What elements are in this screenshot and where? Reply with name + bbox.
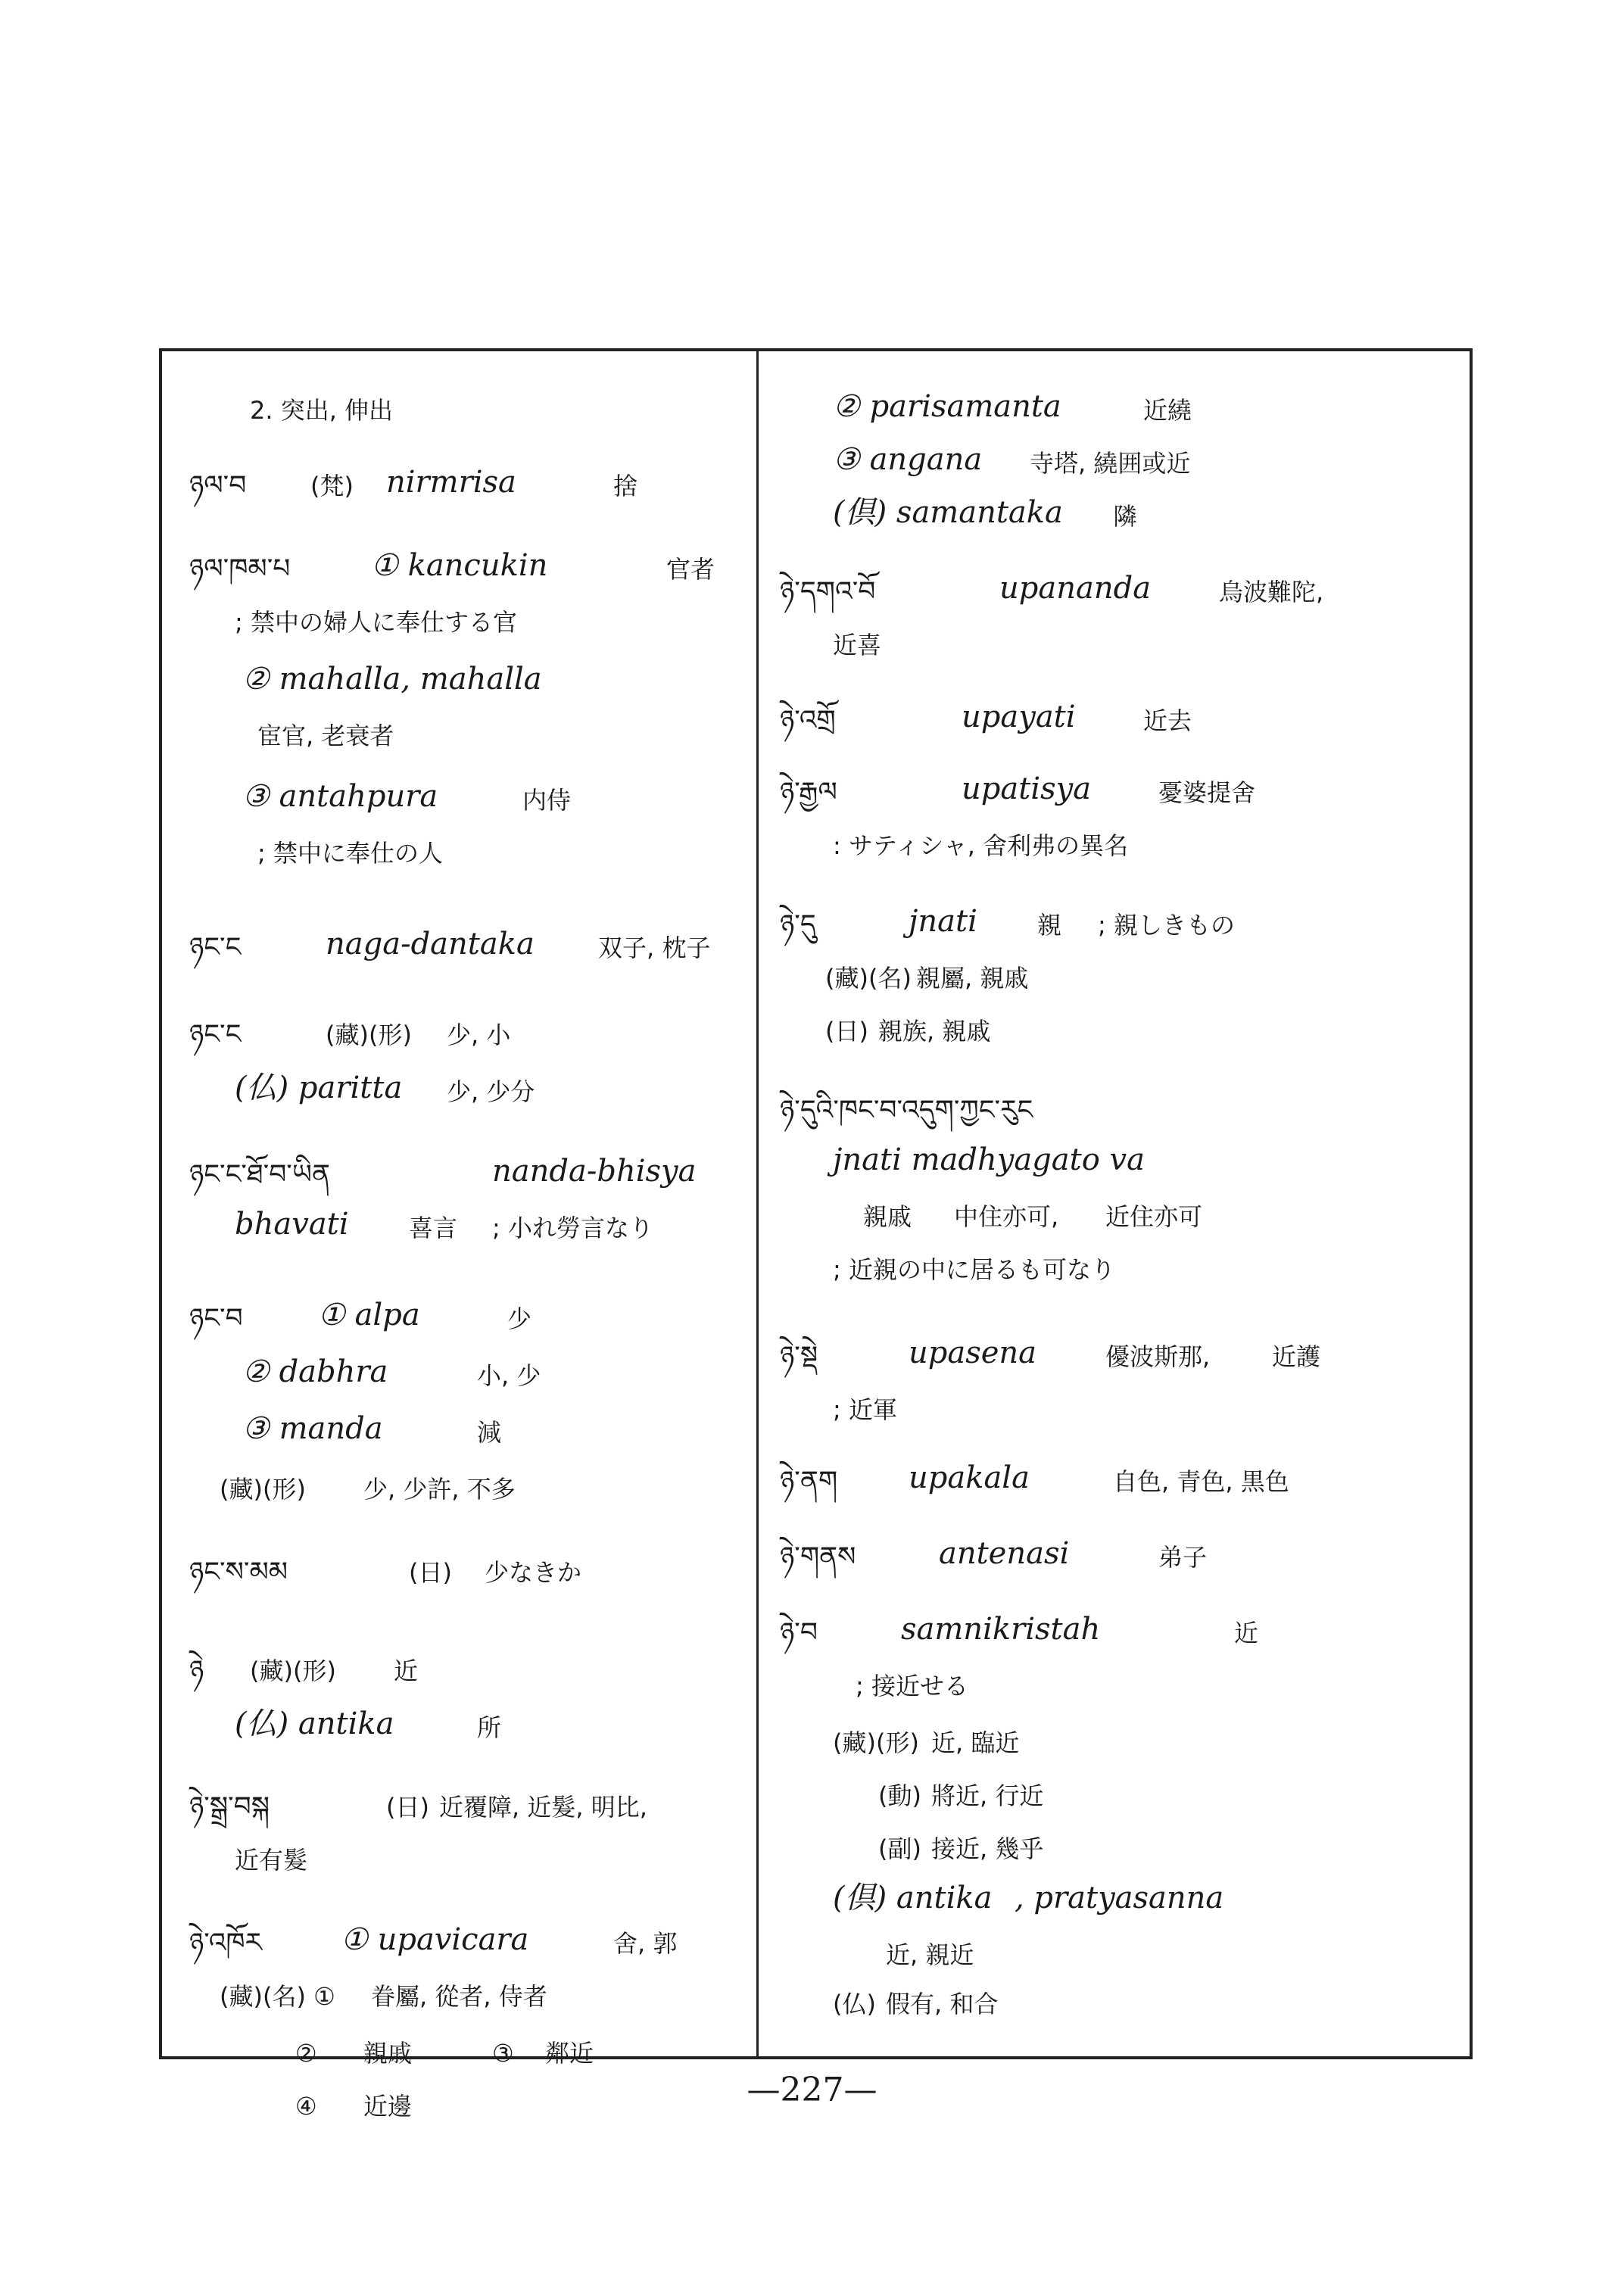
right-column-text: ཉེ་གནས — [780, 1541, 856, 1572]
right-column-text: 近 — [1234, 1619, 1259, 1647]
left-column-text: ④ — [295, 2092, 317, 2121]
right-column-text: 近繞 — [1143, 396, 1192, 425]
right-column-text: 近去 — [1143, 706, 1192, 735]
right-column-text: 近住亦可 — [1105, 1202, 1203, 1231]
left-column-text: ① upavicara — [341, 1922, 529, 1957]
left-column-text: 少なきか — [485, 1558, 582, 1587]
left-column-text: 官者 — [666, 555, 715, 584]
right-column-text: ཉེ་རྒྱལ — [780, 777, 837, 808]
right-column-text: ཉེ་འགྲོ — [780, 705, 836, 736]
right-column-text: ; 接近せる — [856, 1672, 968, 1700]
right-column-text: 親戚 — [863, 1202, 912, 1231]
right-column-text: ཉེ་ནག — [780, 1466, 838, 1497]
left-column-text: 2. 突出, 伸出 — [250, 396, 394, 425]
right-column-text: (動) — [878, 1781, 921, 1810]
left-column-text: ③ manda — [242, 1411, 383, 1446]
left-column-text: ཉང་ང — [189, 932, 242, 963]
right-column-text: 近護 — [1272, 1342, 1321, 1371]
right-column-text: antenasi — [939, 1536, 1070, 1571]
right-column-text: 近, 臨近 — [931, 1728, 1020, 1757]
left-column-text: ཉང་ང་ཐོ་བ་ཡིན — [189, 1159, 330, 1190]
left-column-text: ཉང་ས་མམ — [189, 1557, 288, 1588]
right-column-text: (仏) — [833, 1990, 876, 2018]
left-column-text: ; 禁中に奉仕の人 — [257, 839, 443, 868]
right-column-text: 烏波難陀, — [1219, 578, 1324, 606]
right-column-text: 將近, 行近 — [931, 1781, 1044, 1810]
left-column-text: 近覆障, 近髮, 明比, — [439, 1793, 647, 1822]
right-column-text: upayati — [962, 700, 1076, 734]
left-column-text: (仏) antika — [235, 1706, 394, 1741]
right-column-text: 近喜 — [833, 631, 882, 659]
right-column-text: ཉེ་དུའི་ཁང་བ་འདུག་ཀྱང་རུང — [780, 1095, 1033, 1126]
right-column-text: (日) — [825, 1017, 868, 1046]
left-column-text: 減 — [477, 1418, 502, 1447]
right-column-text: ; 親しきもの — [1098, 911, 1235, 940]
left-column-text: ③ — [492, 2039, 514, 2068]
left-column-text: 喜言 — [409, 1214, 458, 1242]
left-column-text: ཉལ་ཁམ་པ — [189, 553, 291, 584]
right-column-text: ; 近親の中に居るも可なり — [833, 1255, 1115, 1284]
right-column-text: ② parisamanta — [833, 389, 1061, 424]
left-column-text: ③ antahpura — [242, 779, 438, 814]
left-column-text: 内侍 — [522, 786, 572, 815]
right-column-text: 自色, 青色, 黒色 — [1113, 1467, 1289, 1496]
left-column-text: ; 禁中の婦人に奉仕する官 — [235, 608, 517, 637]
left-column-text: 近有髮 — [235, 1846, 308, 1875]
right-column-text: ཉེ་དུ — [780, 909, 816, 940]
right-column-text: ③ angana — [833, 442, 983, 477]
left-column-text: (藏)(形) — [220, 1475, 306, 1504]
left-column-text: ཉེ — [189, 1655, 204, 1686]
right-column-text: 弟子 — [1158, 1543, 1208, 1572]
right-column-text: upakala — [909, 1460, 1030, 1495]
left-column-text: 少, 小 — [447, 1021, 511, 1049]
left-column-text: (藏)(形) — [250, 1657, 336, 1685]
left-column-text: (藏)(形) — [326, 1021, 412, 1049]
left-column-text: nanda-bhisya — [492, 1154, 697, 1189]
left-column-text: (梵) — [310, 472, 354, 500]
right-column-text: jnati madhyagato va — [833, 1142, 1145, 1177]
left-column-text: 宦官, 老衰者 — [257, 722, 394, 750]
left-column-text: 少 — [507, 1304, 532, 1333]
right-column-text: (副) — [878, 1834, 921, 1863]
left-column-text: ① alpa — [318, 1298, 420, 1332]
right-column-text: (藏)(名) — [825, 964, 912, 993]
right-column-text: jnati — [909, 904, 977, 939]
right-column-text: 寺塔, 繞囲或近 — [1030, 449, 1191, 478]
left-column-text: 捨 — [613, 472, 638, 500]
left-column-text: ཉེ་འཁོར — [189, 1928, 263, 1959]
left-column-text: ② mahalla, mahalla — [242, 662, 542, 697]
right-column-text: 憂婆提舍 — [1158, 778, 1256, 807]
left-column-text: bhavati — [235, 1207, 349, 1242]
left-column-text: (日) — [386, 1793, 429, 1822]
right-column-text: 親 — [1037, 911, 1062, 940]
left-column-text: ཉང་བ — [189, 1303, 243, 1334]
left-column-text: 舍, 郭 — [613, 1929, 678, 1958]
left-column-text: naga-dantaka — [326, 927, 535, 962]
right-column-text: 接近, 幾乎 — [931, 1834, 1044, 1863]
page-number: —227— — [747, 2071, 877, 2109]
right-column-text: 假有, 和合 — [886, 1990, 999, 2018]
right-column-text: : サティシャ, 舍利弗の異名 — [833, 831, 1129, 860]
right-column-text: ཉེ་སྡེ — [780, 1341, 818, 1372]
left-column-text: ① kancukin — [371, 548, 548, 583]
right-column-text: samnikristah — [901, 1612, 1101, 1647]
left-column-text: ཉེ་སྒྲ་བསྐ — [189, 1791, 270, 1822]
left-column-text: (藏)(名) ① — [220, 1982, 335, 2011]
left-column-text: 近 — [394, 1657, 419, 1685]
left-column-text: 鄰近 — [545, 2039, 594, 2068]
right-column-text: 中住亦可, — [954, 1202, 1059, 1231]
right-column-text: (倶) samantaka — [833, 495, 1063, 530]
right-column-text: , pratyasanna — [1015, 1881, 1224, 1915]
right-column-text: 近, 親近 — [886, 1940, 974, 1969]
right-column-text: 親族, 親戚 — [878, 1017, 991, 1046]
right-column-text: 親屬, 親戚 — [916, 964, 1029, 993]
left-column-text: nirmrisa — [386, 465, 516, 500]
left-column-text: ② dabhra — [242, 1354, 388, 1389]
right-column-text: 隣 — [1113, 502, 1138, 531]
right-column-text: upananda — [999, 571, 1152, 606]
right-column-text: ; 近軍 — [833, 1395, 897, 1424]
left-column-text: ; 小れ勞言なり — [492, 1214, 653, 1242]
right-column-text: (藏)(形) — [833, 1728, 919, 1757]
left-column-text: ཉང་ང — [189, 1019, 242, 1050]
left-column-text: 近邊 — [363, 2092, 413, 2121]
left-column-text: ཉལ་བ — [189, 470, 247, 501]
right-column-text: ཉེ་བ — [780, 1617, 818, 1648]
left-column-text: (仏) paritta — [235, 1071, 403, 1105]
left-column-text: (日) — [409, 1558, 452, 1587]
left-column-text: 双子, 枕子 — [598, 933, 711, 962]
left-column-text: 少, 少分 — [447, 1077, 535, 1106]
column-divider — [756, 348, 759, 2059]
left-column-text: 眷屬, 從者, 侍者 — [371, 1982, 547, 2011]
right-column-text: upatisya — [962, 771, 1092, 806]
right-column-text: (倶) antika — [833, 1881, 993, 1915]
left-column-text: ② — [295, 2039, 317, 2068]
left-column-text: 所 — [477, 1713, 502, 1742]
left-column-text: 親戚 — [363, 2039, 413, 2068]
left-column-text: 少, 少許, 不多 — [363, 1475, 516, 1504]
left-column-text: 小, 少 — [477, 1361, 541, 1390]
right-column-text: ཉེ་དགའ་བོ — [780, 576, 876, 607]
right-column-text: upasena — [909, 1336, 1037, 1370]
right-column-text: 優波斯那, — [1105, 1342, 1211, 1371]
